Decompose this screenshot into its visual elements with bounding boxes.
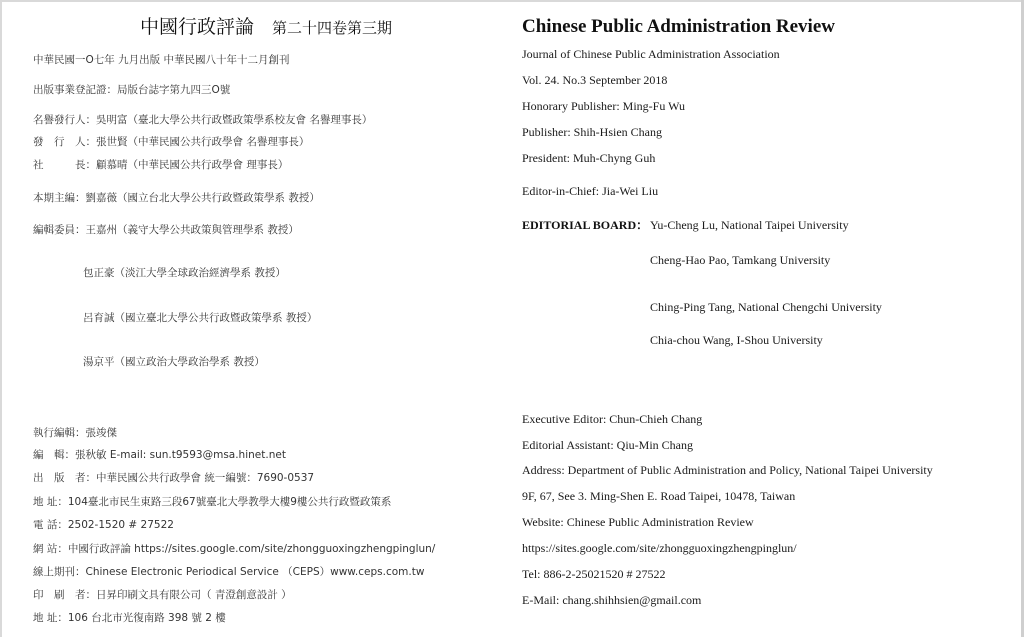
website-url-en: https://sites.google.com/site/zhongguoxingzhengpinglun/	[522, 541, 797, 555]
english-journal-title: Chinese Public Administration Review	[522, 16, 835, 37]
online-journal-cn: 線上期刊：Chinese Electronic Periodical Service （CEPS）www.ceps.com.tw	[33, 566, 425, 578]
editorial-board-member-en: Chia-chou Wang, I-Shou University	[650, 333, 823, 347]
editor-in-chief-en: Editor-in-Chief: Jia-Wei Liu	[522, 184, 659, 198]
executive-editor-en: Executive Editor: Chun-Chieh Chang	[522, 412, 703, 426]
president-cn: 社 長：顧慕晴（中華民國公共行政學會 理事長）	[33, 159, 289, 171]
editorial-board-member-cn: 包正豪（淡江大學全球政治經濟學系 教授）	[83, 267, 286, 279]
founded-line: 中華民國一O七年 九月出版 中華民國八十年十二月創刊	[33, 54, 290, 66]
editorial-assistant-en: Editorial Assistant: Qiu-Min Chang	[522, 438, 693, 452]
printer-cn: 印 刷 者：日昇印刷文具有限公司（ 青澄創意設計 ）	[33, 589, 292, 601]
window-top-border	[0, 0, 1024, 2]
tel-en: Tel: 886-2-25021520 # 27522	[522, 567, 666, 581]
chinese-journal-title: 中國行政評論	[140, 16, 255, 38]
website-cn: 網 站：中國行政評論 https://sites.google.com/site/zhongguoxingzhengpinglun/	[33, 543, 436, 555]
executive-editor-cn: 執行編輯：張竣傑	[33, 427, 117, 439]
phone-cn: 電 話：2502-1520 # 27522	[33, 519, 174, 531]
address-en: Address: Department of Public Administration and Policy, National Taipei University	[522, 463, 933, 477]
editor-in-chief-cn: 本期主編：劉嘉薇（國立台北大學公共行政暨政策學系 教授）	[33, 192, 320, 204]
volume-en: Vol. 24. No.3 September 2018	[522, 73, 668, 87]
president-en: President: Muh-Chyng Guh	[522, 151, 656, 165]
printer-address-cn: 地 址：106 台北市光復南路 398 號 2 樓	[33, 612, 226, 624]
chinese-volume: 第二十四卷第三期	[272, 19, 393, 37]
editorial-board-label-en: EDITORIAL BOARD：	[522, 218, 649, 232]
editorial-board-member-cn: 編輯委員：王嘉州（義守大學公共政策與管理學系 教授）	[33, 224, 299, 236]
editor-cn: 編 輯：張秋敏 E-mail: sun.t9593@msa.hinet.net	[33, 449, 286, 461]
editorial-board-member-en: Ching-Ping Tang, National Chengchi University	[650, 300, 882, 314]
website-en: Website: Chinese Public Administration Review	[522, 515, 754, 529]
address-en-line2: 9F, 67, See 3. Ming-Shen E. Road Taipei, 10478, Taiwan	[522, 489, 796, 503]
address-cn: 地 址：104臺北市民生東路三段67號臺北大學教學大樓9樓公共行政暨政策系	[33, 496, 392, 508]
honorary-publisher-en: Honorary Publisher: Ming-Fu Wu	[522, 99, 685, 113]
registration-line: 出版事業登記證：局版台誌字第九四三O號	[33, 84, 231, 96]
editorial-board-member-en: Cheng-Hao Pao, Tamkang University	[650, 253, 831, 267]
honorary-publisher-cn: 名譽發行人：吳明富（臺北大學公共行政暨政策學系校友會 名譽理事長）	[33, 114, 373, 126]
editorial-board-member-en: Yu-Cheng Lu, National Taipei University	[650, 218, 849, 232]
publisher-en: Publisher: Shih-Hsien Chang	[522, 125, 662, 139]
editorial-board-member-cn: 呂育誠（國立臺北大學公共行政暨政策學系 教授）	[83, 312, 318, 324]
editorial-board-member-cn: 湯京平（國立政治大學政治學系 教授）	[83, 356, 265, 368]
journal-name-en: Journal of Chinese Public Administration Association	[522, 47, 780, 61]
publisher-org-cn: 出 版 者：中華民國公共行政學會 統一編號：7690-0537	[33, 472, 315, 484]
email-en: E-Mail: chang.shihhsien@gmail.com	[522, 593, 702, 607]
publisher-cn: 發 行 人：張世賢（中華民國公共行政學會 名譽理事長）	[33, 136, 310, 148]
window-left-border	[0, 0, 2, 637]
